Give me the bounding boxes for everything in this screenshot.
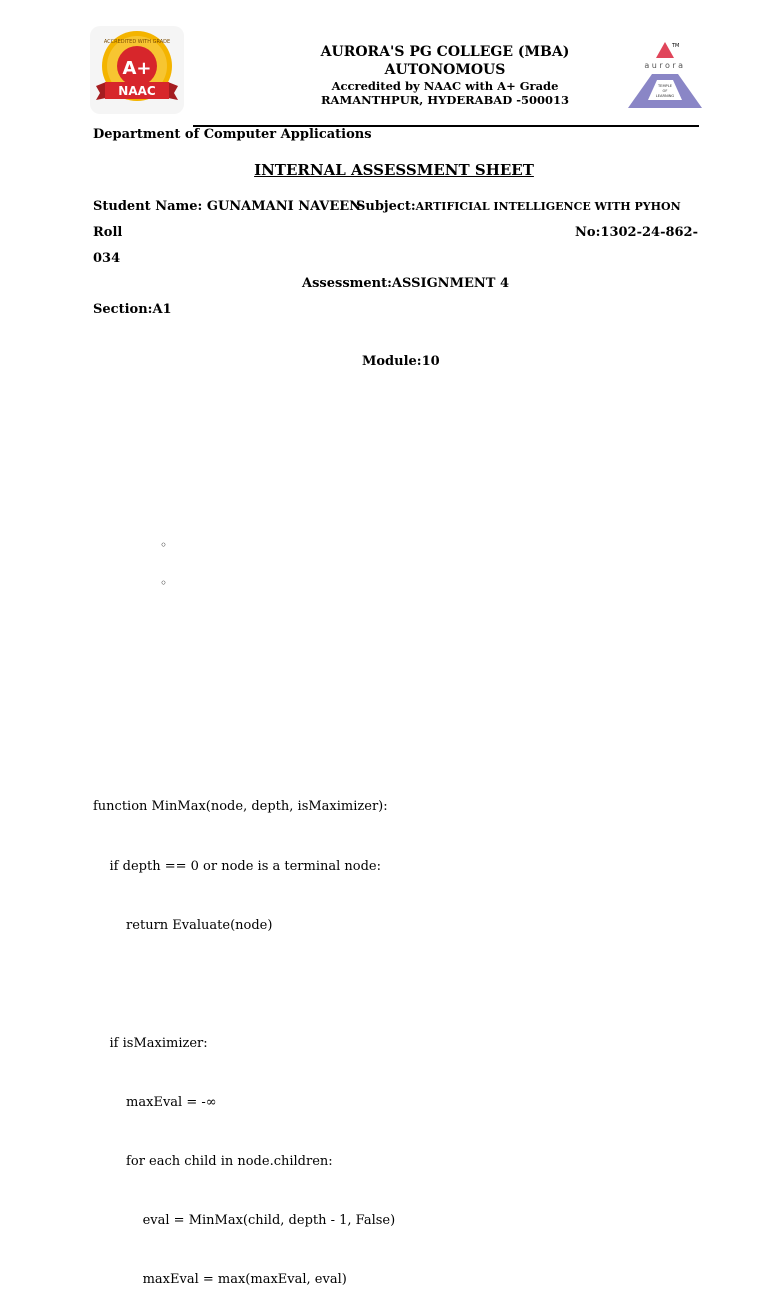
student-name-label: Student Name: <box>93 199 203 214</box>
roll-number-part2: 034 <box>93 251 121 266</box>
roll-label: Roll <box>93 225 123 240</box>
assessment-row <box>302 276 509 291</box>
naac-ring-text: ACCREDITED WITH GRADE <box>103 39 171 45</box>
naac-banner: NAAC <box>118 84 156 98</box>
naac-logo <box>90 26 184 114</box>
subject-row <box>356 199 681 214</box>
code-line: if isMaximizer: <box>93 1035 208 1051</box>
department-name: Department of Computer Applications <box>93 127 372 142</box>
code-line: maxEval = -∞ <box>93 1094 217 1110</box>
section-value: A1 <box>152 302 172 317</box>
code-line: if depth == 0 or node is a terminal node: <box>93 858 382 874</box>
student-name-row <box>93 199 361 214</box>
college-autonomous: AUTONOMOUS <box>384 62 506 78</box>
module-row <box>362 354 440 369</box>
aurora-brand: aurora <box>644 61 686 70</box>
subject-label: Subject: <box>356 199 416 214</box>
section-label: Section: <box>93 302 153 317</box>
subject-value: ARTIFICIAL INTELLIGENCE WITH PYHON <box>415 200 681 213</box>
roll-number-part1: No:1302-24-862- <box>575 225 698 240</box>
college-name: AURORA'S PG COLLEGE (MBA) <box>320 44 570 60</box>
code-line <box>93 975 395 995</box>
code-line: eval = MinMax(child, depth - 1, False) <box>93 1213 396 1229</box>
pseudocode-block <box>93 758 395 1310</box>
aurora-tm: TM <box>672 43 680 49</box>
code-line: maxEval = max(maxEval, eval) <box>93 1272 347 1288</box>
assessment-label: Assessment: <box>302 276 392 291</box>
accreditation-line: Accredited by NAAC with A+ Grade <box>331 79 559 93</box>
bullet-1: ◦ <box>160 538 168 552</box>
aurora-tagline-3: LEARNING <box>655 94 675 98</box>
sheet-title: INTERNAL ASSESSMENT SHEET <box>254 161 534 179</box>
code-line: return Evaluate(node) <box>93 917 273 933</box>
aurora-logo <box>624 38 706 110</box>
section-row <box>93 302 172 317</box>
student-name-value: GUNAMANI NAVEEN <box>206 199 362 214</box>
code-line: function MinMax(node, depth, isMaximizer): <box>93 799 388 815</box>
college-address: RAMANTHPUR, HYDERABAD -500013 <box>320 93 569 107</box>
module-value: 10 <box>421 354 440 369</box>
assessment-value: ASSIGNMENT 4 <box>391 276 509 291</box>
aurora-tagline-1: TEMPLE <box>657 84 673 88</box>
naac-grade: A+ <box>122 58 152 79</box>
aurora-tagline-2: OF <box>662 89 668 93</box>
code-line: for each child in node.children: <box>93 1153 333 1169</box>
bullet-2: ◦ <box>160 576 168 590</box>
module-label: Module: <box>362 354 422 369</box>
